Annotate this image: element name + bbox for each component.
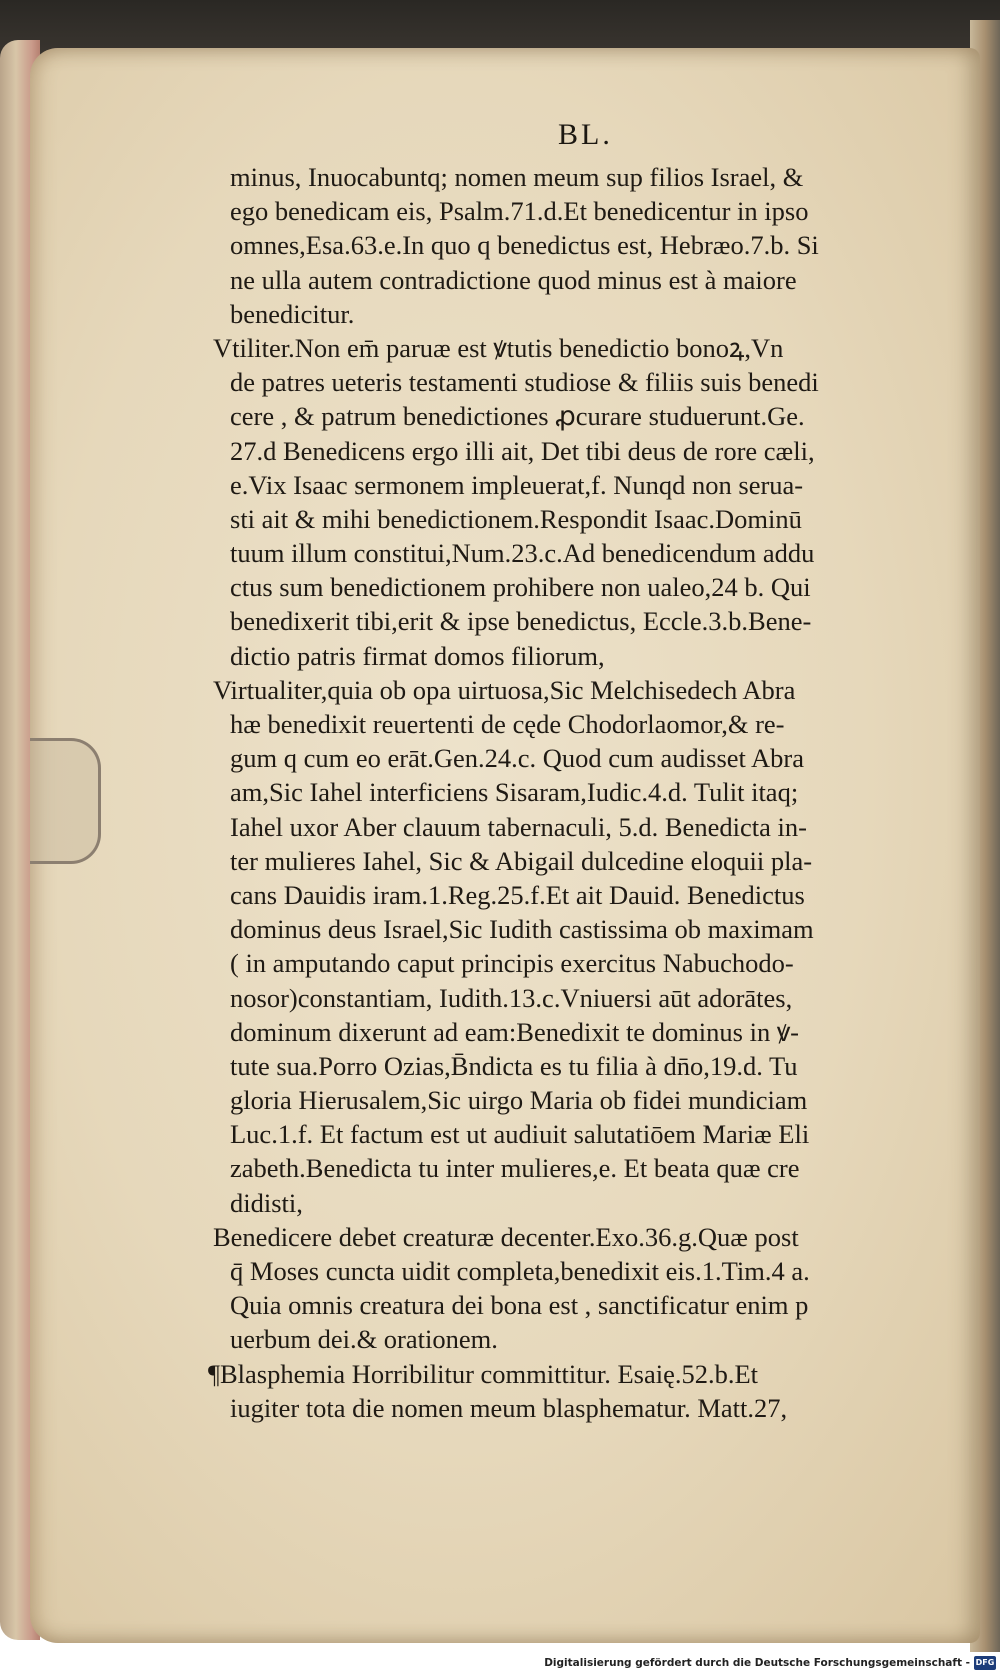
text-line: Vtiliter.Non em̄ paruæ est ꝟtutis benedictio bonoꝝ,Vn	[213, 332, 784, 363]
text-line: didisti,	[230, 1187, 303, 1218]
funding-credit: Digitalisierung gefördert durch die Deutsche Forschungsgemeinschaft -	[544, 1657, 970, 1669]
text-line: gum q cum eo erāt.Gen.24.c. Quod cum audisset Abra	[230, 743, 805, 774]
text-line: Benedicere debet creaturæ decenter.Exo.36.g.Quæ post	[213, 1221, 799, 1252]
text-line: benedicitur.	[230, 298, 355, 329]
text-line: Luc.1.f. Et factum est ut audiuit salutatiōem Mariæ Eli	[230, 1119, 810, 1150]
text-line: ctus sum benedictionem prohibere non ualeo,24 b. Qui	[230, 572, 811, 603]
text-line: gloria Hierusalem,Sic uirgo Maria ob fidei mundiciam	[230, 1085, 808, 1116]
text-line: hæ benedixit reuertenti de cęde Chodorlaomor,& re-	[230, 709, 785, 739]
text-line: Virtualiter,quia ob opa uirtuosa,Sic Melchisedech Abra	[213, 674, 796, 705]
text-line: q̄ Moses cuncta uidit completa,benedixit eis.1.Tim.4 a.	[230, 1256, 810, 1286]
text-line: zabeth.Benedicta tu inter mulieres,e. Et beata quæ cre	[230, 1153, 800, 1184]
text-line: Iahel uxor Aber clauum tabernaculi, 5.d. Benedicta in-	[230, 811, 807, 842]
dfg-logo: DFG	[974, 1656, 996, 1670]
text-line: Quia omnis creatura dei bona est , sanctificatur enim p	[230, 1290, 809, 1321]
text-line: cans Dauidis iram.1.Reg.25.f.Et ait Dauid. Benedictus	[230, 879, 805, 910]
text-line: uerbum dei.& orationem.	[230, 1324, 498, 1355]
text-line: ¶Blasphemia Horribilitur committitur. Esaię.52.b.Et	[208, 1358, 759, 1389]
page-heading: BL.	[558, 118, 613, 151]
text-line: omnes,Esa.63.e.In quo q benedictus est, Hebræo.7.b. Si	[230, 230, 819, 261]
text-line: dictio patris firmat domos filiorum,	[230, 640, 605, 671]
text-line: e.Vix Isaac sermonem impleuerat,f. Nunqd non serua-	[230, 469, 804, 500]
footer-bar	[0, 1652, 1000, 1677]
text-line: tute sua.Porro Ozias,B̄ndicta es tu filia à dn̄o,19.d. Tu	[230, 1050, 798, 1081]
text-line: de patres ueteris testamenti studiose & filiis suis benedi	[230, 367, 819, 398]
text-line: cere , & patrum benedictiones ꝓcurare studuerunt.Ge.	[230, 401, 805, 432]
text-line: benedixerit tibi,erit & ipse benedictus, Eccle.3.b.Bene-	[230, 606, 812, 637]
text-line: iugiter tota die nomen meum blasphematur. Matt.27,	[230, 1392, 788, 1423]
text-line: ego benedicam eis, Psalm.71.d.Et benedicentur in ipso	[230, 196, 809, 227]
text-line: dominum dixerunt ad eam:Benedixit te dominus in ꝟ-	[230, 1016, 800, 1047]
text-line: am,Sic Iahel interficiens Sisaram,Iudic.4.d. Tulit itaq;	[230, 777, 799, 808]
book-clasp	[30, 738, 101, 864]
text-line: ne ulla autem contradictione quod minus est à maiore	[230, 264, 797, 295]
text-line: 27.d Benedicens ergo illi ait, Det tibi deus de rore cæli,	[230, 435, 815, 466]
text-line: ( in amputando caput principis exercitus Nabuchodo-	[230, 948, 794, 979]
text-line: nosor)constantiam, Iudith.13.c.Vniuersi aūt adorātes,	[230, 982, 793, 1013]
text-line: sti ait & mihi benedictionem.Respondit Isaac.Dominū	[230, 503, 802, 534]
text-line: ter mulieres Iahel, Sic & Abigail dulcedine eloquii pla-	[230, 845, 813, 876]
text-line: tuum illum constitui,Num.23.c.Ad benedicendum addu	[230, 538, 815, 569]
page-text	[208, 160, 970, 1425]
text-line: minus, Inuocabuntq; nomen meum sup filios Israel, &	[230, 162, 804, 192]
text-line: dominus deus Israel,Sic Iudith castissima ob maximam	[230, 914, 814, 945]
